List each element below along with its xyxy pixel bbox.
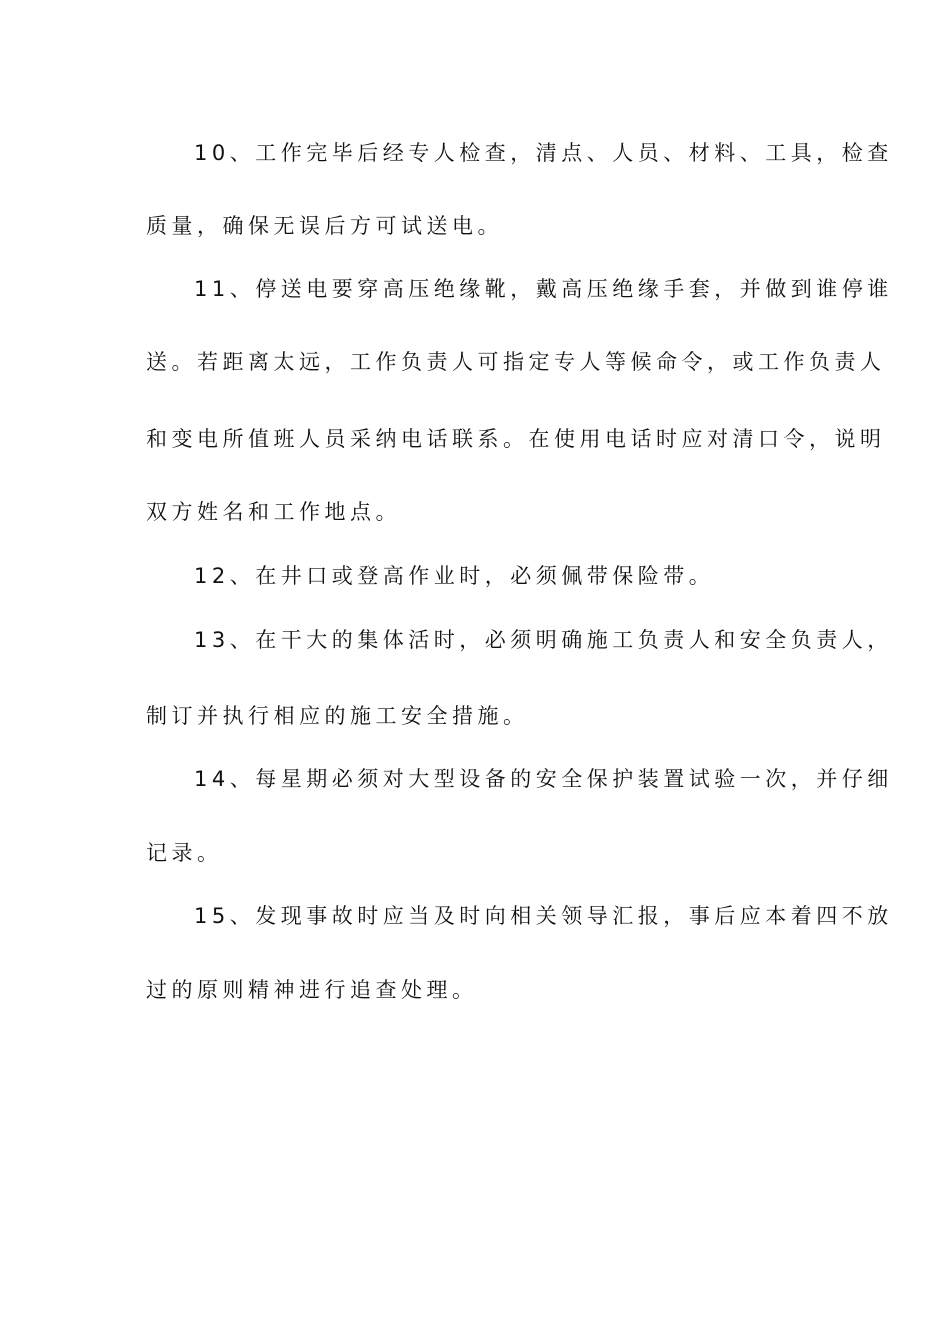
paragraph-10-line-2: 质量，确保无误后方可试送电。 <box>146 214 503 238</box>
paragraph-14-line-2: 记录。 <box>146 841 223 865</box>
paragraph-11-line-1: 11、停送电要穿高压绝缘靴，戴高压绝缘手套，并做到谁停谁 <box>194 277 893 301</box>
paragraph-10-line-1: 10、工作完毕后经专人检查，清点、人员、材料、工具，检查 <box>194 141 893 165</box>
paragraph-13-line-1: 13、在干大的集体活时，必须明确施工负责人和安全负责人， <box>194 628 893 652</box>
paragraph-11-line-3: 和变电所值班人员采纳电话联系。在使用电话时应对清口令，说明 <box>146 427 886 451</box>
paragraph-15-line-2: 过的原则精神进行追查处理。 <box>146 978 478 1002</box>
paragraph-14-line-1: 14、每星期必须对大型设备的安全保护装置试验一次，并仔细 <box>194 767 893 791</box>
paragraph-15-line-1: 15、发现事故时应当及时向相关领导汇报，事后应本着四不放 <box>194 904 893 928</box>
paragraph-11-line-2: 送。若距离太远，工作负责人可指定专人等候命令，或工作负责人 <box>146 350 886 374</box>
paragraph-12-line-1: 12、在井口或登高作业时，必须佩带保险带。 <box>194 564 715 588</box>
paragraph-11-line-4: 双方姓名和工作地点。 <box>146 500 401 524</box>
paragraph-13-line-2: 制订并执行相应的施工安全措施。 <box>146 704 529 728</box>
